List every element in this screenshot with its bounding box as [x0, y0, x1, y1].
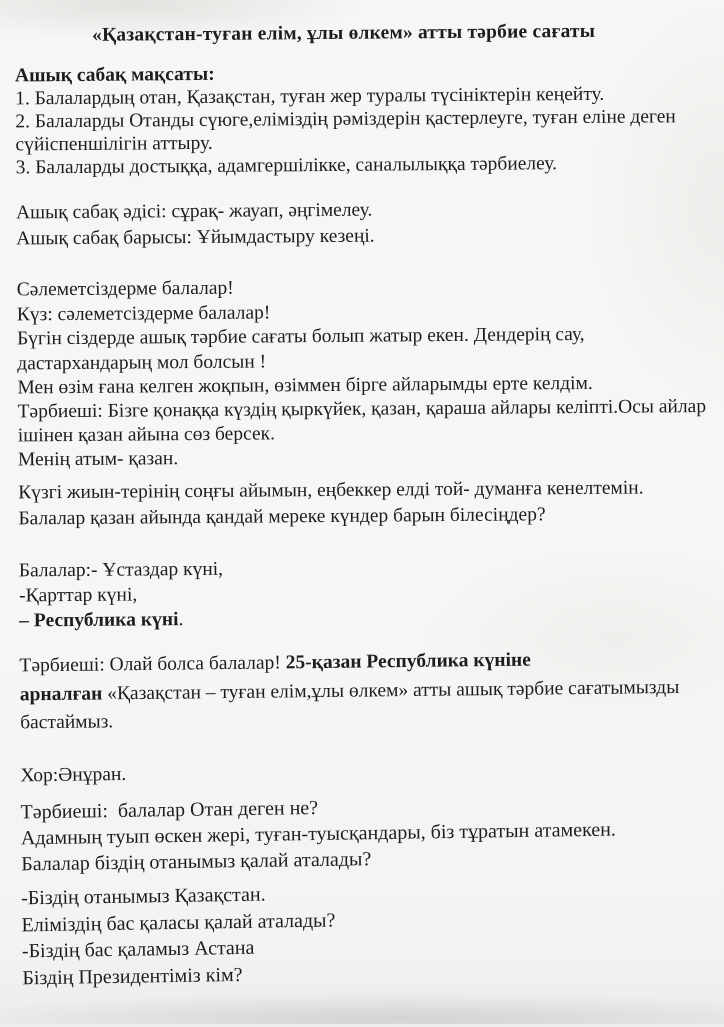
october-line-2: Балалар қазан айында қандай мереке күндер барын білесіңдер? [18, 503, 546, 529]
qa2-line-4: Біздің Президентіміз кім? [22, 963, 243, 989]
goal-item-2: 2. Балаларды Отанды сүюге,еліміздің рәміздерін қастерлеуге, туған еліне деген [15, 106, 676, 133]
qa2-line-2: Еліміздің бас қаласы қалай аталады? [21, 908, 336, 936]
lesson-procedure-line: Ашық сабақ барысы: Ұйымдастыру кезеңі. [16, 225, 375, 249]
announcement-line-2-bold: арналған [19, 682, 103, 705]
holidays-section [19, 553, 710, 633]
months-line-2: Тәрбиеші: Бізге қонаққа күздің қыркүйек, қазан, қараша айлары келіпті.Осы айлар [17, 396, 707, 423]
qa1-line-1: Тәрбиеші: балалар Отан деген не? [20, 796, 319, 824]
greeting-line-3: Бүгін сіздерде ашық тәрбие сағаты болып жатыр екен. Дендерің сау, [16, 323, 585, 350]
lesson-title [0, 19, 721, 48]
anthem-line: Хор:Әнұран. [20, 763, 127, 787]
announcement-line-1-bold: 25-қазан Республика күніне [285, 649, 531, 674]
greeting-line-4: дастархандарың мол болсын ! [17, 350, 267, 374]
holiday-line-2: -Қарттар күні, [18, 584, 138, 607]
goal-item-2-continued: сүйіспеншілігін аттыру. [15, 132, 213, 156]
holiday-line-1: Балалар:- Ұстаздар күні, [18, 558, 224, 582]
goal-item-3: 3. Балаларды достыққа, адамгершілікке, саналылыққа тәрбиелеу. [15, 153, 558, 179]
qa-section-1 [20, 789, 711, 877]
republic-day-bold: – Республика күні [19, 609, 179, 632]
announcement-line-3: бастаймыз. [20, 711, 114, 734]
qa1-line-2: Адамның туып өскен жері, туған-туысқандары, біз тұратын атамекен. [20, 818, 617, 850]
republic-day-tail: . [178, 609, 184, 631]
qa2-line-3: -Біздің бас қаламыз Астана [21, 936, 255, 963]
goals-section [15, 59, 706, 179]
greeting-line-1: Сәлеметсіздерме балалар! [16, 277, 234, 301]
october-section [18, 475, 708, 531]
lesson-method-line: Ашық сабақ әдісі: сұрақ- жауап, әңгімелеу. [15, 199, 373, 224]
months-line-1: Мен өзім ғана келген жоқпын, өзіммен бірге айларымды ерте келдім. [17, 372, 593, 399]
holiday-line-3 [19, 603, 709, 633]
goal-item-1: 1. Балалардың отан, Қазақстан, туған жер туралы түсініктерін кеңейту. [15, 83, 605, 110]
greeting-line-2: Күз: сәлеметсіздерме балалар! [16, 301, 271, 325]
months-section [17, 371, 708, 472]
qa1-line-3: Балалар біздің отанымыз қалай аталады? [21, 848, 372, 876]
months-line-3: ішінен қазан айына сөз берсек. [17, 423, 276, 447]
months-line-4: Менің атым- қазан. [17, 448, 179, 471]
lesson-title-text: «Қазақстан-туған елім, ұлы өлкем» атты тәрбие сағаты [92, 20, 596, 46]
anthem-section [20, 754, 710, 790]
goals-heading: Ашық сабақ мақсаты: [14, 63, 215, 87]
greeting-section [17, 273, 708, 376]
announcement-line-2-normal: «Қазақстан – туған елім,ұлы өлкем» атты ашық тәрбие сағатымызды [102, 676, 680, 704]
october-line-1: Күзгі жиын-терінің соңғы айымын, еңбеккер елді той- думанға кенелтемін. [18, 477, 644, 504]
qa-section-2 [21, 875, 713, 992]
qa2-line-1: -Біздің отанымыз Қазақстан. [20, 883, 266, 910]
method-section [16, 195, 706, 251]
announcement-section [19, 645, 710, 738]
announcement-line-1-normal: Тәрбиеші: Олай болса балалар! [19, 652, 286, 677]
